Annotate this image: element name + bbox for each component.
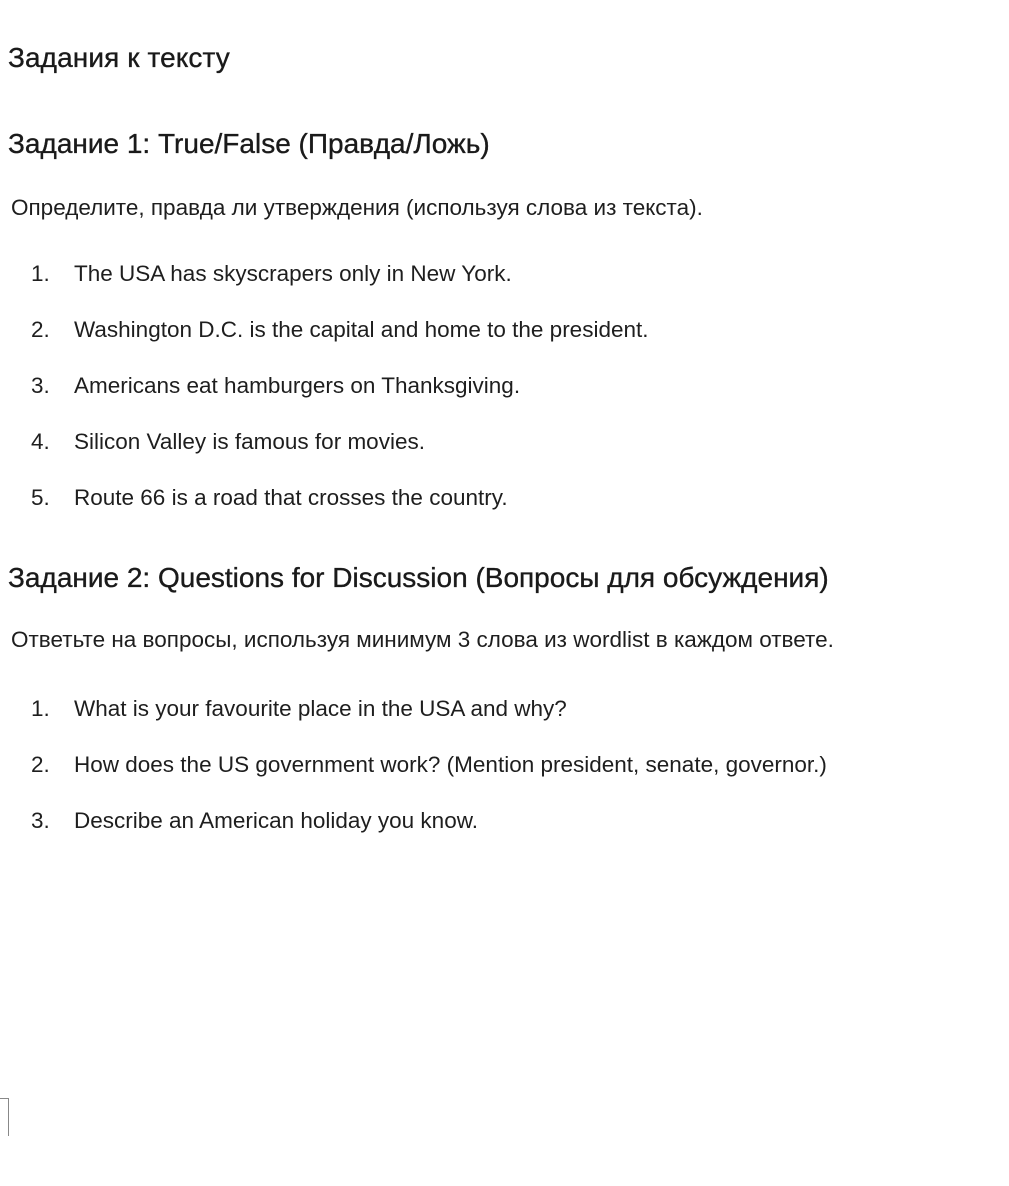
list-item-text: Americans eat hamburgers on Thanksgiving. — [74, 373, 521, 398]
list-item-text: What is your favourite place in the USA and why? — [74, 696, 567, 721]
list-item-number: 3. — [31, 808, 50, 833]
list-item-number: 1. — [31, 696, 50, 721]
page-title: Задания к тексту — [8, 42, 230, 73]
list-item-text: Silicon Valley is famous for movies. — [74, 429, 425, 454]
task-1-instruction: Определите, правда ли утверждения (используя слова из текста). — [11, 195, 703, 220]
list-item-text: How does the US government work? (Mention president, senate, governor.) — [74, 752, 827, 777]
list-item-number: 2. — [31, 317, 50, 342]
list-item-text: Describe an American holiday you know. — [74, 808, 478, 833]
page-edge-marker — [0, 1098, 9, 1136]
list-item-text: The USA has skyscrapers only in New York. — [74, 261, 512, 286]
task-2-instruction: Ответьте на вопросы, используя минимум 3 слова из wordlist в каждом ответе. — [11, 627, 834, 652]
list-item-number: 4. — [31, 429, 50, 454]
list-item-number: 2. — [31, 752, 50, 777]
task-2-heading: Задание 2: Questions for Discussion (Вопросы для обсуждения) — [8, 562, 829, 593]
list-item-number: 1. — [31, 261, 50, 286]
list-item-text: Route 66 is a road that crosses the country. — [74, 485, 508, 510]
task-1-heading: Задание 1: True/False (Правда/Ложь) — [8, 128, 490, 159]
list-item-number: 3. — [31, 373, 50, 398]
list-item-number: 5. — [31, 485, 50, 510]
list-item-text: Washington D.C. is the capital and home to the president. — [74, 317, 649, 342]
